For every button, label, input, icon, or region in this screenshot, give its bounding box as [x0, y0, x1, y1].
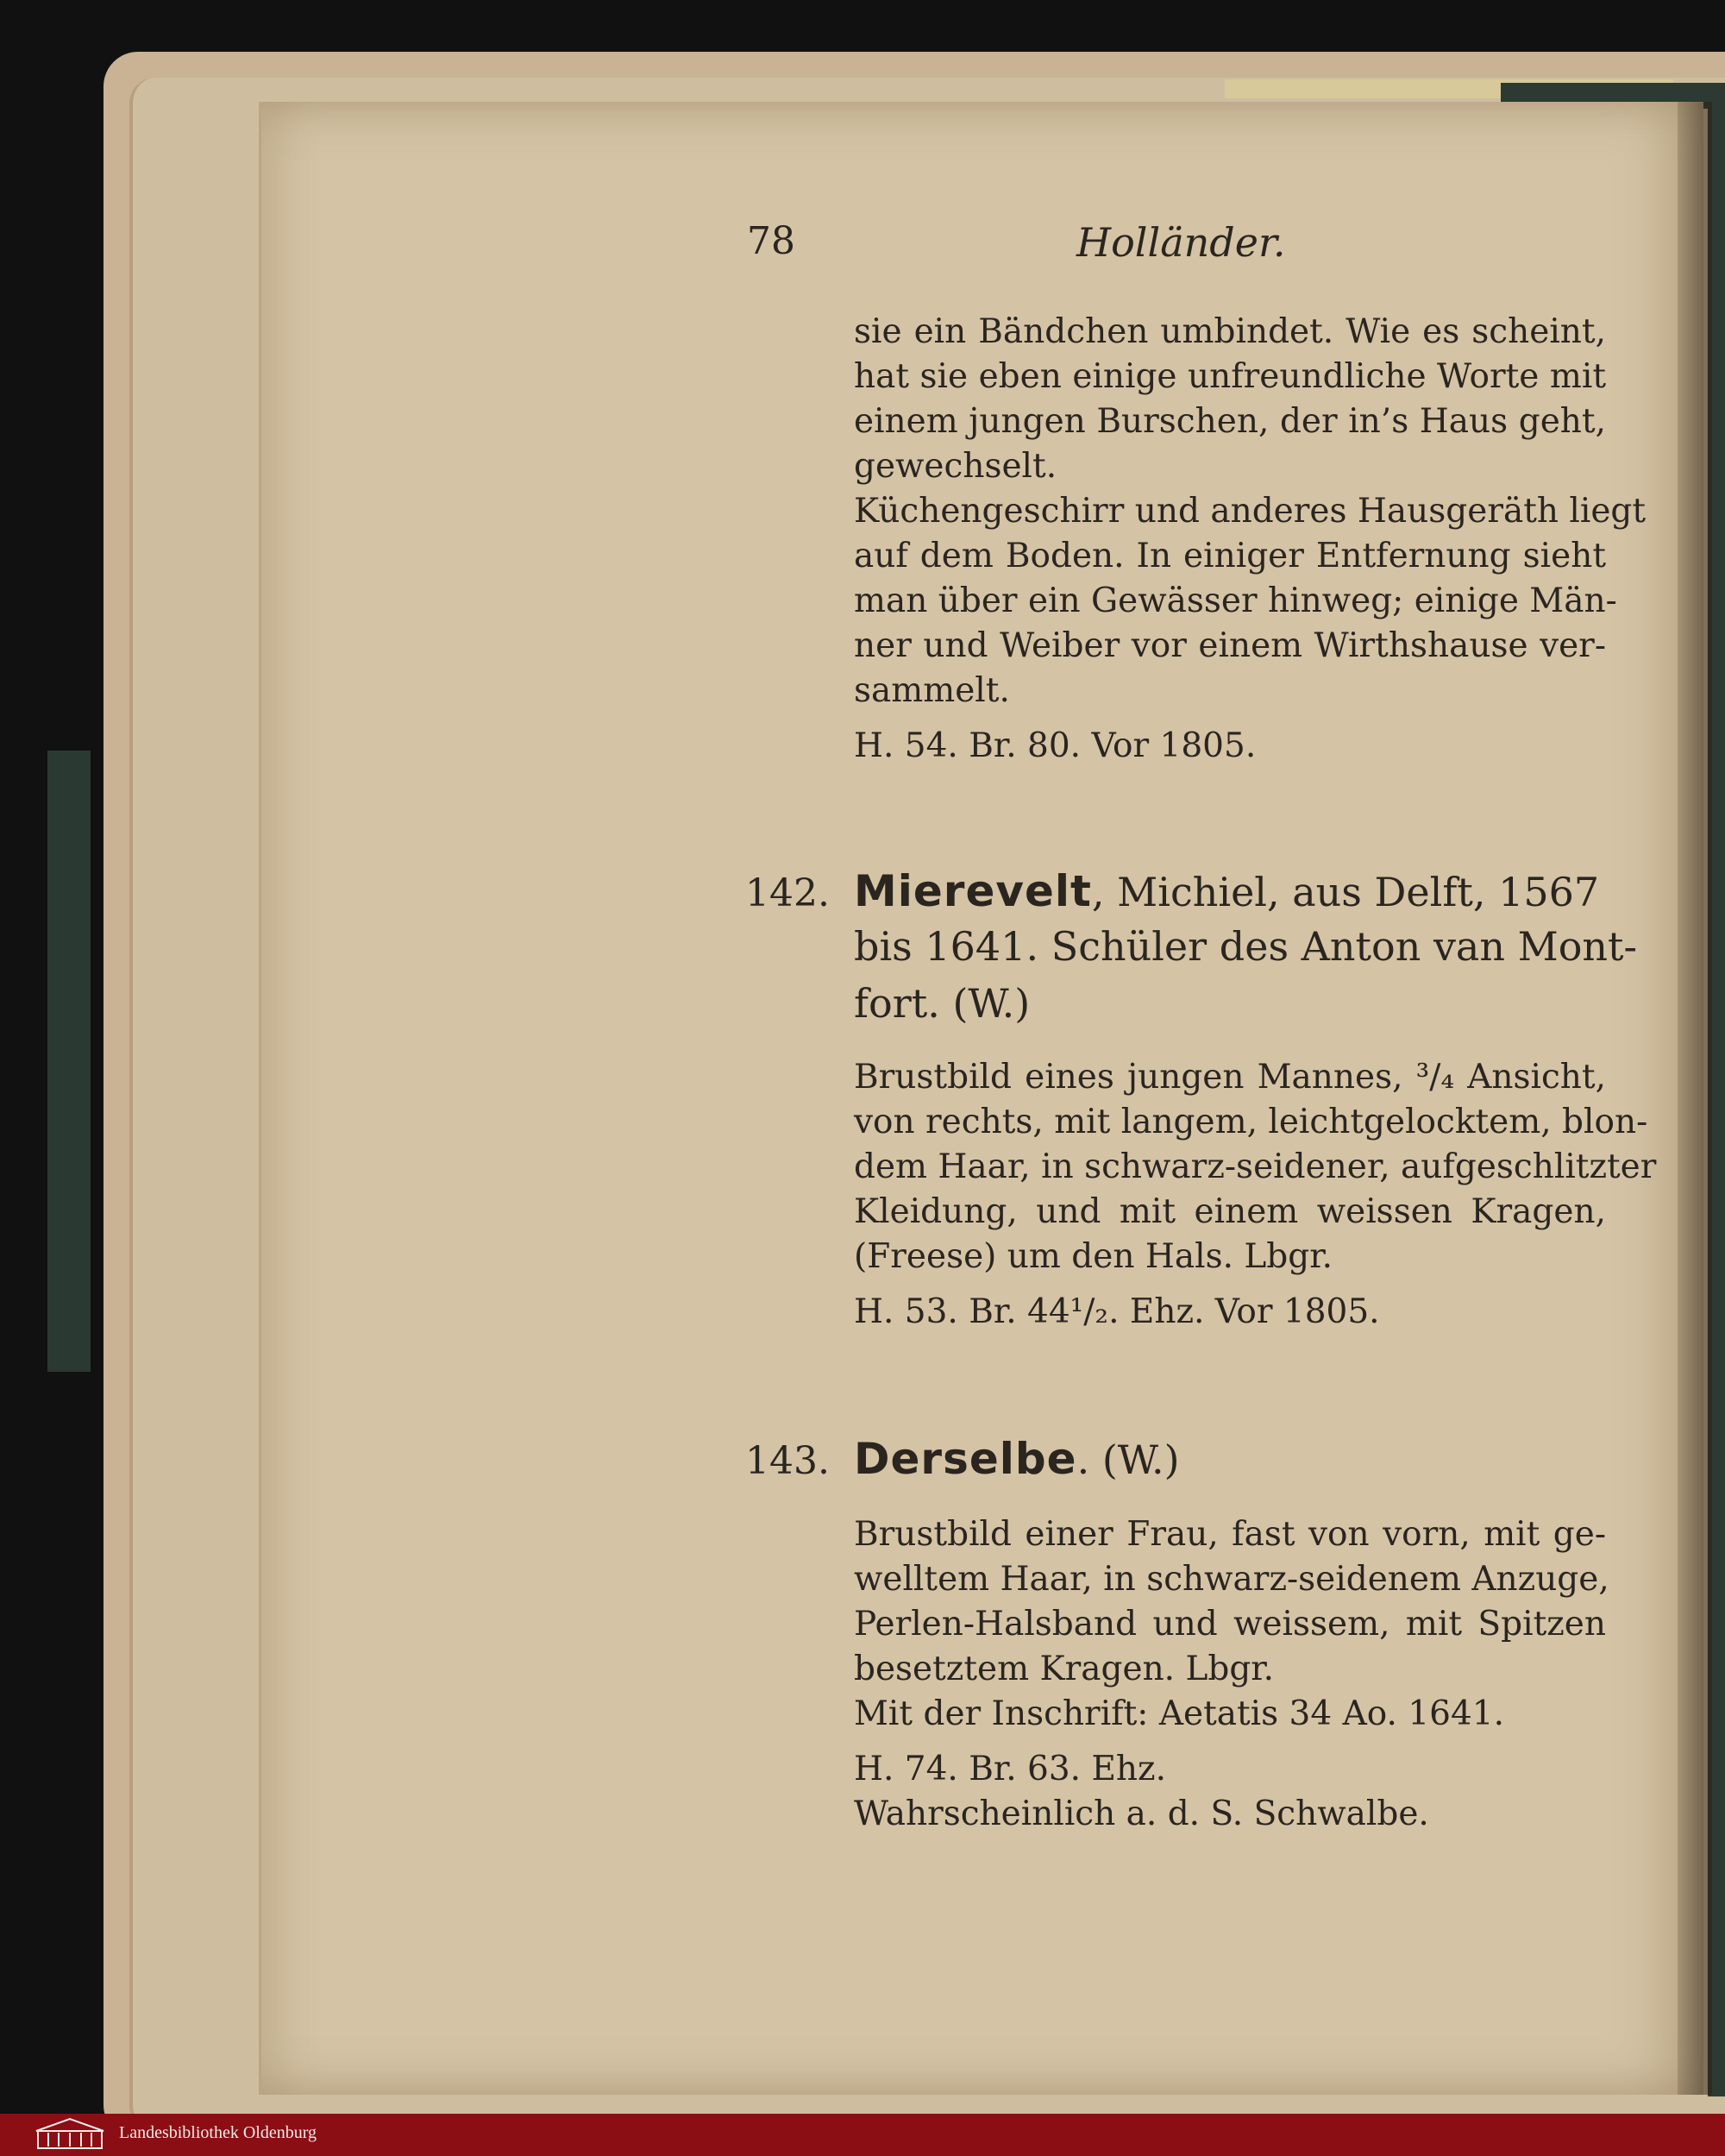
- text-line: sammelt.: [854, 671, 1010, 710]
- text-line: dem Haar, in schwarz-seidener, aufgeschlitzter: [854, 1147, 1657, 1186]
- artist-details: , Michiel, aus Delft, 1567: [1091, 869, 1600, 915]
- provenance-note: Wahrscheinlich a. d. S. Schwalbe.: [854, 1795, 1429, 1833]
- page-number: 78: [747, 219, 795, 263]
- measurements: H. 74. Br. 63. Ehz.: [854, 1750, 1166, 1788]
- running-title: Holländer.: [1076, 219, 1286, 266]
- page-gutter: [1678, 102, 1712, 2095]
- text-line: Perlen-Halsband und weissem, mit Spitzen: [854, 1605, 1606, 1644]
- text-line: hat sie eben einige unfreundliche Worte mit: [854, 357, 1606, 396]
- text-line: (Freese) um den Hals. Lbgr.: [854, 1237, 1333, 1276]
- text-line: ner und Weiber vor einem Wirthshause ver-: [854, 626, 1606, 665]
- text-line: man über ein Gewässer hinweg; einige Män-: [854, 581, 1617, 620]
- entry-heading: [854, 866, 1599, 916]
- measurements: H. 53. Br. 44¹/₂. Ehz. Vor 1805.: [854, 1292, 1380, 1331]
- text-line: sie ein Bändchen umbindet. Wie es scheint,: [854, 312, 1606, 351]
- text-line: von rechts, mit langem, leichtgelocktem, blon-: [854, 1103, 1648, 1141]
- text-line: Mit der Inschrift: Aetatis 34 Ao. 1641.: [854, 1694, 1504, 1733]
- artist-name: Derselbe: [854, 1434, 1077, 1484]
- text-line: Kleidung, und mit einem weissen Kragen,: [854, 1192, 1606, 1231]
- book-spine: [47, 751, 91, 1372]
- entry-heading: [854, 1434, 1180, 1484]
- artist-details: . (W.): [1076, 1436, 1180, 1483]
- entry-heading-line: bis 1641. Schüler des Anton van Mont-: [854, 923, 1638, 970]
- text-line: besetztem Kragen. Lbgr.: [854, 1650, 1275, 1688]
- entry-heading-line: fort. (W.): [854, 980, 1031, 1027]
- entry-number: 143.: [745, 1439, 830, 1483]
- text-line: einem jungen Burschen, der in’s Haus geht,: [854, 402, 1606, 441]
- text-line: Brustbild einer Frau, fast von vorn, mit ge-: [854, 1515, 1606, 1554]
- text-line: welltem Haar, in schwarz-seidenem Anzuge,: [854, 1560, 1609, 1599]
- text-line: Brustbild eines jungen Mannes, ³/₄ Ansicht,: [854, 1058, 1606, 1097]
- entry-number: 142.: [745, 871, 830, 915]
- artist-name: Mierevelt: [854, 866, 1092, 916]
- text-line: gewechselt.: [854, 447, 1057, 486]
- library-building-icon: [33, 2117, 107, 2152]
- text-line: Küchengeschirr und anderes Hausgeräth liegt: [854, 492, 1647, 531]
- text-line: auf dem Boden. In einiger Entfernung sieht: [854, 537, 1606, 575]
- measurements: H. 54. Br. 80. Vor 1805.: [854, 726, 1257, 765]
- library-name: Landesbibliothek Oldenburg: [119, 2123, 317, 2142]
